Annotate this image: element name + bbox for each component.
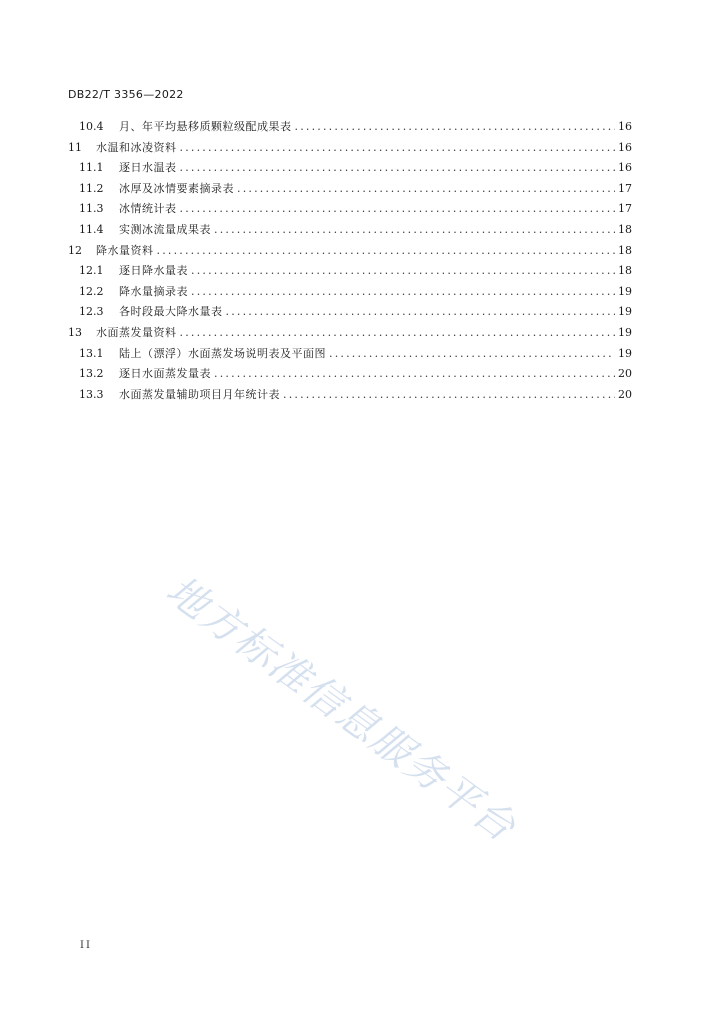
toc-entry[interactable] (68, 138, 632, 159)
toc-entry[interactable] (68, 323, 632, 344)
toc-dot-leader (214, 220, 615, 241)
toc-entry-number: 11.4 (79, 222, 104, 236)
toc-dot-leader (295, 117, 616, 138)
toc-entry-title: 水面蒸发量辅助项目月年统计表 (119, 387, 280, 401)
toc-entry-page: 18 (618, 243, 632, 257)
toc-entry-title: 降水量资料 (96, 243, 154, 257)
toc-entry-page: 19 (618, 284, 632, 298)
toc-entry-title: 逐日水温表 (119, 161, 177, 175)
toc-entry[interactable] (68, 241, 632, 262)
toc-dot-leader (214, 364, 615, 385)
toc-entry-page: 16 (618, 161, 632, 175)
toc-entry-number: 10.4 (79, 120, 104, 133)
toc-entry[interactable] (68, 344, 632, 365)
toc-dot-leader (283, 385, 615, 406)
toc-entry-page: 20 (618, 367, 632, 381)
toc-entry-title: 陆上（漂浮）水面蒸发场说明表及平面图 (119, 346, 326, 360)
toc-entry-page: 18 (618, 222, 632, 236)
toc-dot-leader (191, 261, 615, 282)
toc-entry-page: 16 (618, 140, 632, 154)
toc-dot-leader (237, 179, 615, 200)
watermark: 地方标准信息服务平台 (157, 567, 525, 852)
toc-entry-title: 逐日降水量表 (119, 264, 188, 278)
toc-entry[interactable] (68, 302, 632, 323)
toc-dot-leader (180, 323, 616, 344)
toc-entry-title: 各时段最大降水量表 (119, 305, 223, 319)
toc-entry[interactable] (68, 117, 632, 138)
toc-entry-number: 12 (68, 243, 82, 257)
page-number: II (80, 940, 92, 951)
toc-entry[interactable] (68, 385, 632, 406)
toc-dot-leader (226, 302, 616, 323)
toc-entry-title: 冰情统计表 (119, 202, 177, 216)
toc-entry-title: 水温和冰凌资料 (96, 140, 177, 154)
toc-entry-title: 月、年平均悬移质颗粒级配成果表 (119, 120, 292, 133)
toc-dot-leader (191, 282, 615, 303)
toc-entry-page: 18 (618, 264, 632, 278)
toc-entry-number: 13 (68, 325, 82, 339)
toc-dot-leader (180, 199, 616, 220)
toc-entry-title: 水面蒸发量资料 (96, 325, 177, 339)
toc-dot-leader (180, 138, 616, 159)
toc-entry-title: 降水量摘录表 (119, 284, 188, 298)
toc-entry-number: 11.3 (79, 202, 104, 216)
toc-entry[interactable] (68, 261, 632, 282)
toc-entry-number: 11.1 (79, 161, 104, 175)
toc-entry-number: 13.2 (79, 367, 104, 381)
toc-entry[interactable] (68, 199, 632, 220)
table-of-contents (68, 117, 632, 405)
toc-entry-number: 13.3 (79, 387, 104, 401)
toc-entry-number: 13.1 (79, 346, 104, 360)
toc-entry-title: 逐日水面蒸发量表 (119, 367, 211, 381)
toc-entry-number: 12.3 (79, 305, 104, 319)
toc-entry-page: 20 (618, 387, 632, 401)
toc-dot-leader (329, 344, 615, 365)
toc-entry[interactable] (68, 364, 632, 385)
toc-entry-title: 实测冰流量成果表 (119, 222, 211, 236)
toc-entry-number: 11.2 (79, 181, 104, 195)
toc-entry-number: 11 (68, 140, 82, 154)
toc-entry[interactable] (68, 158, 632, 179)
toc-entry-page: 19 (618, 325, 632, 339)
toc-entry-page: 16 (618, 120, 632, 133)
standard-code-header: DB22/T 3356—2022 (68, 88, 184, 101)
toc-entry-number: 12.2 (79, 284, 104, 298)
toc-entry-number: 12.1 (79, 264, 104, 278)
toc-dot-leader (180, 158, 616, 179)
toc-entry-page: 17 (618, 181, 632, 195)
toc-entry-page: 19 (618, 305, 632, 319)
toc-dot-leader (157, 241, 616, 262)
toc-entry-page: 17 (618, 202, 632, 216)
toc-entry-title: 冰厚及冰情要素摘录表 (119, 181, 234, 195)
toc-entry-page: 19 (618, 346, 632, 360)
toc-entry[interactable] (68, 282, 632, 303)
toc-entry[interactable] (68, 220, 632, 241)
toc-entry[interactable] (68, 179, 632, 200)
